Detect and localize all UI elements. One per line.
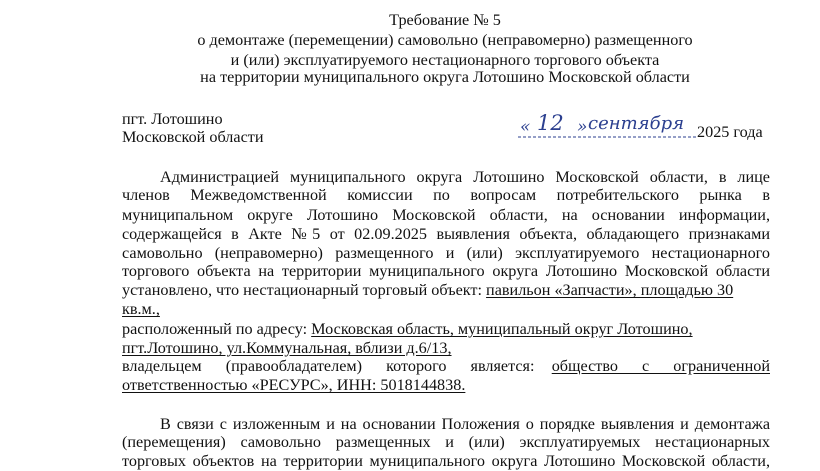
p2-line-1: В связи с изложенным и на основании Положения о порядке выявления и демонтажа [160, 415, 770, 433]
address-line [122, 319, 693, 339]
p1-line-6: торгового объекта на территории муниципального округа Лотошино Московской области [122, 262, 770, 280]
p2-line-3: торговых объектов на территории муниципального округа Лотошино Московской области, [122, 452, 770, 470]
object-description: павильон «Запчасти», площадью 30 [486, 281, 734, 299]
established-prefix: установлено, что нестационарный торговый объект: [122, 281, 482, 299]
p1-line-1: Администрацией муниципального округа Лотошино Московской области, в лице [160, 168, 770, 186]
place-line-1: пгт. Лотошино [122, 110, 223, 128]
address-value: Московская область, муниципальный округ Лотошино, [311, 320, 693, 338]
date-day: 12 [537, 111, 564, 135]
object-line [122, 280, 733, 300]
owner-line [122, 356, 770, 376]
title-line-2: о демонтаже (перемещении) самовольно (неправомерно) размещенного [197, 31, 693, 49]
owner-value-cont: ответственностью «РЕСУРС», ИНН: 5018144838. [122, 376, 466, 394]
object-description-cont: кв.м., [122, 300, 160, 318]
owner-value: общество с ограниченной [551, 357, 770, 375]
date-underline [518, 134, 698, 142]
address-prefix: расположенный по адресу: [122, 320, 308, 338]
date-open-quote: « [520, 117, 531, 137]
document-title: Требование № 5 [389, 11, 501, 29]
p1-line-3: муниципальном округе Лотошино Московской области, на основании информации, [122, 206, 770, 224]
place-line-2: Московской области [122, 128, 264, 146]
p2-line-2: (перемещения) самовольно размещенных и (или) эксплуатируемых нестационарных [122, 433, 770, 451]
date-close-quote: » [577, 117, 588, 137]
p1-line-5: самовольно (неправомерно) размещенного и (или) эксплуатируемого нестационарного [122, 244, 770, 262]
date-month: сентября [588, 113, 685, 134]
date-year: 2025 года [697, 123, 763, 141]
address-value-cont: пгт.Лотошино, ул.Коммунальная, вблизи д.6/13, [122, 339, 452, 357]
p1-line-2: членов Межведомственной комиссии по вопросам потребительского рынка в [122, 186, 770, 204]
title-line-3: и (или) эксплуатируемого нестационарного торгового объекта [230, 51, 660, 69]
title-line-4: на территории муниципального округа Лотошино Московской области [200, 68, 690, 86]
owner-prefix: владельцем (правообладателем) которого является: [122, 357, 535, 375]
p1-line-4: содержащейся в Акте №5 от 02.09.2025 выявления объекта, обладающего признаками [122, 225, 770, 243]
